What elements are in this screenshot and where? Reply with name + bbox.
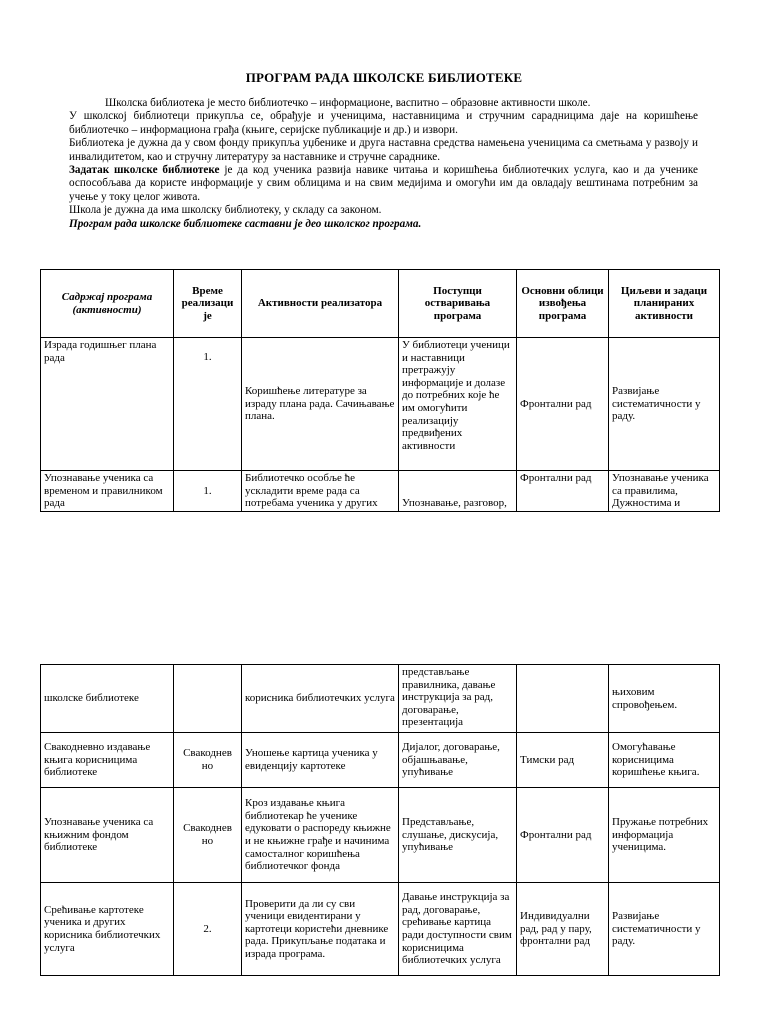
table-header-row <box>41 270 720 338</box>
intro-paragraph: Школска библиотека је место библиотечко – информационе, васпитно – образовне активности школе. <box>105 97 591 109</box>
cell-goals: Пружање потребних информација ученицима. <box>609 788 720 883</box>
table-row <box>41 733 720 788</box>
cell-forms <box>517 665 609 733</box>
task-heading: Задатак школске библиотеке <box>69 164 220 177</box>
cell-forms: Фронтални рад <box>517 338 609 471</box>
header-goals: Циљеви и задаци планираних активности <box>609 270 720 338</box>
cell-time: 2. <box>174 883 242 976</box>
cell-content: Израда годишњег плана рада <box>41 338 174 471</box>
intro-closing: Програм рада школске библиотеке саставни је део школског програма. <box>69 217 422 230</box>
cell-procedures: Упознавање, разговор, <box>399 471 517 512</box>
cell-time: 1. <box>174 471 242 512</box>
cell-content: Свакодневно издавање књига корисницима библиотеке <box>41 733 174 788</box>
cell-forms: Фронтални рад <box>517 788 609 883</box>
cell-content: Упознавање ученика са временом и правилником рада <box>41 471 174 512</box>
cell-time <box>174 665 242 733</box>
cell-forms: Тимски рад <box>517 733 609 788</box>
cell-goals: Упознавање ученика са правилима, Дужностима и <box>609 471 720 512</box>
intro-paragraph: У школској библиотеци прикупља се, обрађује и ученицима, наставницима и стручним сарадницима даје на коришћење библиотечко – информациона грађа (књиге, серијске публикације и др.) и извори. <box>69 110 698 136</box>
intro-paragraph <box>69 164 698 204</box>
cell-goals: Развијање систематичности у раду. <box>609 338 720 471</box>
cell-content: Срећивање картотеке ученика и других корисника библиотечких услуга <box>41 883 174 976</box>
cell-forms: Фронтални рад <box>517 471 609 512</box>
table-row <box>41 788 720 883</box>
cell-time: Свакоднев но <box>174 788 242 883</box>
header-procedures: Поступци остваривања програма <box>399 270 517 338</box>
task-text: је да код ученика развија навике читања и коришћења библиотечких услуга, као и да ученике оспособљава да користе информације у свим облицима и на свим медијима и омогући им да овладају вештинама потребним за учење у току целог живота. <box>69 164 698 203</box>
program-table-part2 <box>40 664 720 976</box>
intro-text <box>69 97 698 231</box>
header-time: Време реализаци је <box>174 270 242 338</box>
cell-time: Свакоднев но <box>174 733 242 788</box>
table-row <box>41 471 720 512</box>
program-table-part1 <box>40 269 720 512</box>
cell-goals: Развијање систематичности у раду. <box>609 883 720 976</box>
document-title: ПРОГРАМ РАДА ШКОЛСКЕ БИБЛИОТЕКЕ <box>245 70 523 85</box>
cell-time: 1. <box>174 338 242 471</box>
cell-content: школске библиотеке <box>41 665 174 733</box>
cell-activities: Проверити да ли су сви ученици евидентирани у картотеци користећи дневнике рада. Прикупљање података и израда програма. <box>242 883 399 976</box>
cell-activities: Уношење картица ученика у евиденцију картотеке <box>242 733 399 788</box>
cell-goals: њиховим спровођењем. <box>609 665 720 733</box>
cell-procedures: Дијалог, договарање, објашњавање, упућивање <box>399 733 517 788</box>
cell-forms: Индивидуални рад, рад у пару, фронтални рад <box>517 883 609 976</box>
cell-activities: Библиотечко особље ће ускладити време рада са потребама ученика у других <box>242 471 399 512</box>
table-row <box>41 665 720 733</box>
cell-goals: Омогућавање корисницима коришћење књига. <box>609 733 720 788</box>
header-activities: Активности реализатора <box>242 270 399 338</box>
cell-activities: Кроз издавање књига библиотекар ће ученике едуковати о распореду књижне и не књижне грађе и начинима самосталног коришћења библиотечког фонда <box>242 788 399 883</box>
cell-procedures: Представљање, слушање, дискусија, упућивање <box>399 788 517 883</box>
table-row <box>41 883 720 976</box>
intro-paragraph: Библиотека је дужна да у свом фонду прикупља уџбенике и друга наставна средства намењена ученицима са сметњама у развоју и инвалидитетом, као и стручну литературу за наставнике и стручне сараднике. <box>69 137 698 163</box>
cell-activities: Коришћење литературе за израду плана рада. Сачињавање плана. <box>242 338 399 471</box>
cell-content: Упознавање ученика са књижним фондом библиотеке <box>41 788 174 883</box>
table-row <box>41 338 720 471</box>
intro-paragraph: Школа је дужна да има школску библиотеку, у складу са законом. <box>69 204 382 217</box>
cell-procedures: У библиотеци ученици и наставници претражују информације и долазе до потребних које ће им омогућити реализацију предвиђених активности <box>399 338 517 471</box>
header-content: Садржај програма (активности) <box>41 270 174 338</box>
cell-procedures: представљање правилника, давање инструкција за рад, договарање, презентација <box>399 665 517 733</box>
cell-procedures: Давање инструкција за рад, договарање, срећивање картица ради доступности свим корисницима библиотечких услуга <box>399 883 517 976</box>
cell-activities: корисника библиотечких услуга <box>242 665 399 733</box>
header-forms: Основни облици извођења програма <box>517 270 609 338</box>
